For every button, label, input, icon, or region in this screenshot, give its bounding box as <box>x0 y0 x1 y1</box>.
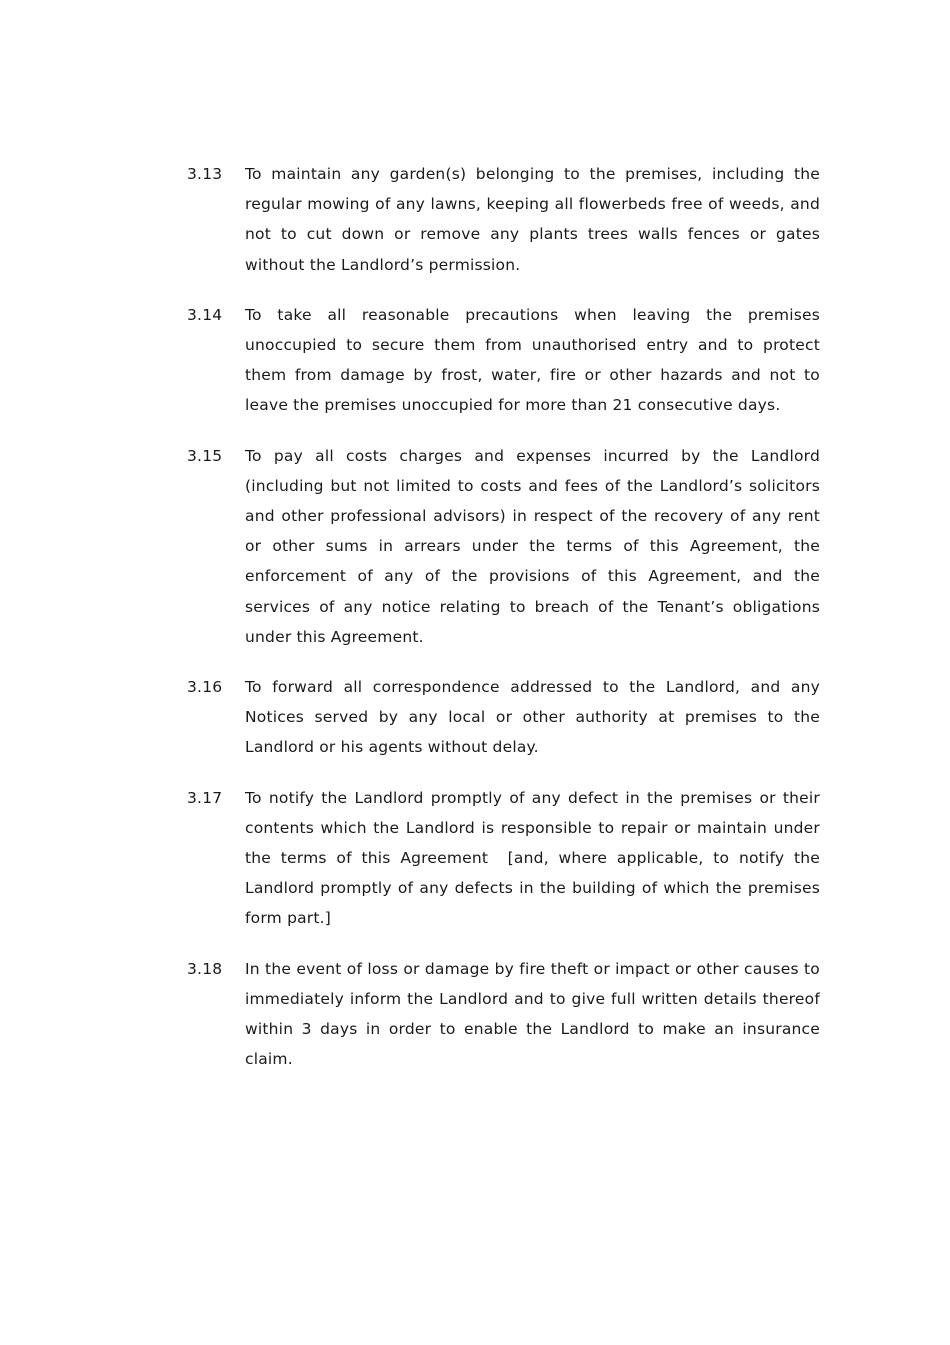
clause-number: 3.14 <box>187 305 223 324</box>
clause-3-16 <box>187 672 826 763</box>
clause-number: 3.17 <box>187 788 223 807</box>
clause-3-14 <box>187 300 826 421</box>
clause-number: 3.13 <box>187 165 223 183</box>
clause-number: 3.15 <box>187 446 223 465</box>
clause-number: 3.16 <box>187 678 223 697</box>
clause-text: To notify the Landlord promptly of any defect in the premises or their contents which the Landlord is responsible to repair or maintain under the terms of this Agreement [and, where applicable, to notify the Landlord promptly of any defects in the building of which the premises form part.] <box>245 788 826 928</box>
clause-text: To maintain any garden(s) belonging to the premises, including the regular mowing of any lawns, keeping all flowerbeds free of weeds, and not to cut down or remove any plants trees walls fences or gates without the Landlord’s permission. <box>245 165 826 274</box>
clause-3-18 <box>187 954 826 1075</box>
clause-text: To pay all costs charges and expenses incurred by the Landlord (including but not limited to costs and fees of the Landlord’s solicitors and other professional advisors) in respect of the recovery of any rent or other sums in arrears under the terms of this Agreement, the enforcement of any of the provisions of this Agreement, and the services of any notice relating to breach of the Tenant’s obligations under this Agreement. <box>245 446 826 646</box>
clause-3-15 <box>187 441 826 652</box>
clause-text: To forward all correspondence addressed to the Landlord, and any Notices served by any local or other authority at premises to the Landlord or his agents without delay. <box>245 678 826 757</box>
clause-3-17 <box>187 783 826 934</box>
clause-3-13 <box>187 159 826 280</box>
clause-text: In the event of loss or damage by fire theft or impact or other causes to immediately inform the Landlord and to give full written details thereof within 3 days in order to enable the Landlord to make an insurance claim. <box>245 959 826 1069</box>
clause-list <box>187 159 826 1094</box>
clause-number: 3.18 <box>187 959 223 978</box>
clause-text: To take all reasonable precautions when leaving the premises unoccupied to secure them from unauthorised entry and to protect them from damage by frost, water, fire or other hazards and not to leave the premises unoccupied for more than 21 consecutive days. <box>245 305 826 415</box>
